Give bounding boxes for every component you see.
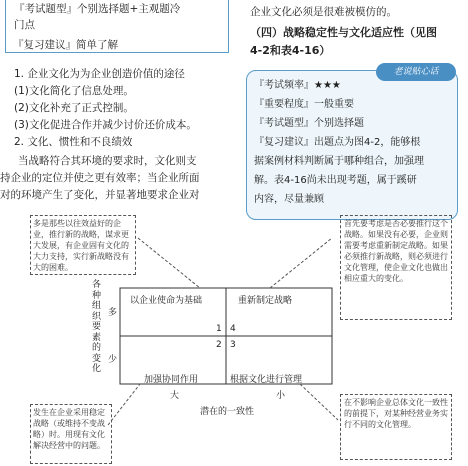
- connector-bottom-left: [108, 384, 140, 425]
- item-1-sub-1: (1)文化简化了信息处理。: [14, 85, 134, 97]
- quadrant-number-2: 2: [216, 340, 222, 350]
- connector-top-right: [270, 238, 332, 288]
- bubble-row-importance: 『重要程度』一般重要: [254, 99, 354, 110]
- connector-top-left: [138, 238, 200, 288]
- paragraph-line-3: 对的环境产生了变化，并显著地要求企业对: [0, 189, 200, 201]
- tip-bubble-content: [254, 76, 424, 209]
- connector-bottom-right: [300, 384, 338, 420]
- section-heading-line-2: 4-2和表4-16）: [250, 44, 331, 57]
- quadrant-1-label: 以企业使命为基础: [130, 296, 203, 306]
- y-axis-label: 各种组织要素的变化: [91, 280, 101, 374]
- section-heading-line-1: （四）战略稳定性与文化适应性（见图: [250, 26, 437, 39]
- item-1-sub-3: (3)文化促进合作并减少讨价还价成本。: [14, 119, 197, 131]
- quadrant-number-1: 1: [216, 324, 222, 334]
- tip-line-3: 『复习建议』简单了解: [13, 39, 118, 51]
- right-top-line: 企业文化必须是很难被模仿的。: [250, 6, 397, 18]
- bubble-row-advice-2: 据案例材料判断属于哪种组合，加强理: [254, 156, 424, 167]
- item-1-heading: 1. 企业文化为为企业创造价值的途径: [14, 68, 185, 80]
- note-top-left: 多是那些以往效益好的企业，推行新的战略，谋求更大发展，有企业固有文化的大力支持，实行新战略没有大的困难。: [33, 219, 129, 272]
- bubble-row-frequency: 『考试频率』★★★: [254, 80, 341, 91]
- quadrant-number-3: 3: [230, 340, 236, 350]
- tip-line-1: 『考试题型』个别选择题+主观题冷: [14, 3, 181, 15]
- item-2-heading: 2. 文化、惯性和不良绩效: [14, 136, 133, 148]
- quadrant-3-label: 加强协同作用: [144, 375, 199, 385]
- bubble-row-advice-3: 解。表4-16尚未出现考题，属于蹊研: [254, 175, 417, 186]
- bubble-row-advice-4: 内容，尽量兼顾: [254, 194, 324, 205]
- left-column-text: [14, 66, 197, 151]
- x-axis-title: 潜在的一致性: [200, 407, 255, 417]
- paragraph-line-2: 持企业的定位并使之更有效率；当企业所面: [0, 172, 200, 184]
- quadrant-2-label: 根据文化进行管理: [230, 375, 303, 385]
- item-1-sub-2: (2)文化补充了正式控制。: [14, 102, 134, 114]
- note-bottom-right: 在不影响企业总体文化一致性的前提下，对某种经营业务实行不同的文化管理。: [344, 398, 448, 429]
- note-top-right: 首先要考虑是否必要推行这个战略。如果没有必要，企业则需要考虑重新制定战略。如果必须推行新战略，则必须进行文化管理，使企业文化也做出相应重大的变化。: [344, 219, 448, 283]
- quadrant-number-4: 4: [230, 324, 236, 334]
- paragraph-line-1: 当战略符合其环境的要求时，文化则支: [18, 155, 197, 167]
- x-axis-right-label: 小: [276, 391, 286, 401]
- tip-line-2: 门点: [14, 19, 35, 31]
- y-axis-top-label: 多: [108, 308, 118, 318]
- x-axis-left-label: 大: [170, 391, 180, 401]
- bubble-row-question-type: 『考试题型』个别选择题: [254, 118, 364, 129]
- quadrant-4-label: 重新制定战略: [238, 296, 293, 306]
- y-axis-bottom-label: 少: [108, 355, 118, 365]
- bubble-row-advice-1: 『复习建议』出题点为图4-2，能够根: [254, 137, 421, 148]
- note-bottom-left: 发生在企业采用稳定战略（或维持不变战略）时。用现有文化解决经营中的问题。: [33, 408, 105, 450]
- tip-bubble-tag: 老说贴心话: [376, 63, 456, 81]
